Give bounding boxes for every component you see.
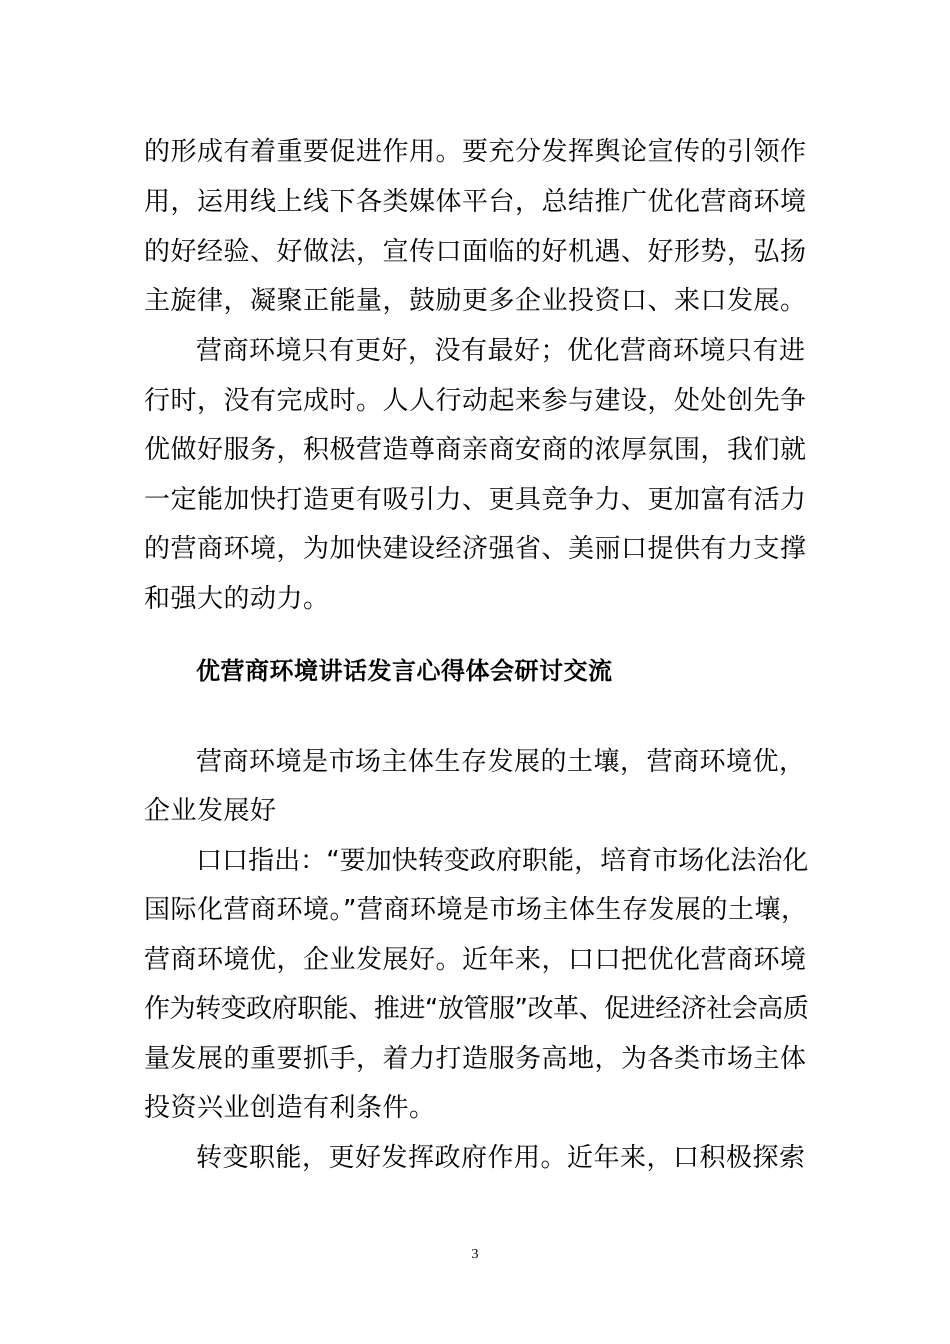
body-text-line: 和强大的动力。 [144, 584, 330, 614]
body-text-line: 营商环境优，企业发展好。近年来，口口把优化营商环境 [144, 945, 807, 975]
body-text-line: 的形成有着重要促进作用。要充分发挥舆论宣传的引领作 [144, 137, 807, 167]
body-text-line: 一定能加快打造更有吸引力、更具竞争力、更加富有活力 [144, 485, 807, 515]
page-number: 3 [471, 1247, 479, 1262]
body-text-line: 优做好服务，积极营造尊商亲商安商的浓厚氛围，我们就 [144, 435, 807, 465]
body-text-line: 用，运用线上线下各类媒体平台，总结推广优化营商环境 [144, 187, 807, 217]
body-text-line: 营商环境只有更好，没有最好；优化营商环境只有进 [196, 336, 806, 366]
body-text-line: 行时，没有完成时。人人行动起来参与建设，处处创先争 [144, 386, 807, 416]
body-text-line: 主旋律，凝聚正能量，鼓励更多企业投资口、来口发展。 [144, 286, 807, 316]
body-text-line: 投资兴业创造有利条件。 [144, 1093, 436, 1123]
body-text-line: 的好经验、好做法，宣传口面临的好机遇、好形势，弘扬 [144, 237, 807, 267]
section-heading: 优营商环境讲话发言心得体会研讨交流 [196, 657, 613, 685]
body-text-line: 口口指出：“要加快转变政府职能，培育市场化法治化 [196, 846, 809, 876]
body-text-line: 的营商环境，为加快建设经济强省、美丽口提供有力支撑 [144, 534, 807, 564]
body-text-line: 企业发展好 [144, 796, 277, 826]
body-text-line: 国际化营商环境。”营商环境是市场主体生存发展的土壤， [144, 895, 808, 925]
body-text-line: 作为转变政府职能、推进“放管服”改革、促进经济社会高质 [144, 994, 809, 1024]
body-text-line: 营商环境是市场主体生存发展的土壤，营商环境优， [196, 747, 806, 777]
body-text-line: 量发展的重要抓手，着力打造服务高地，为各类市场主体 [144, 1044, 807, 1074]
body-text-line: 转变职能，更好发挥政府作用。近年来，口积极探索 [196, 1143, 806, 1173]
